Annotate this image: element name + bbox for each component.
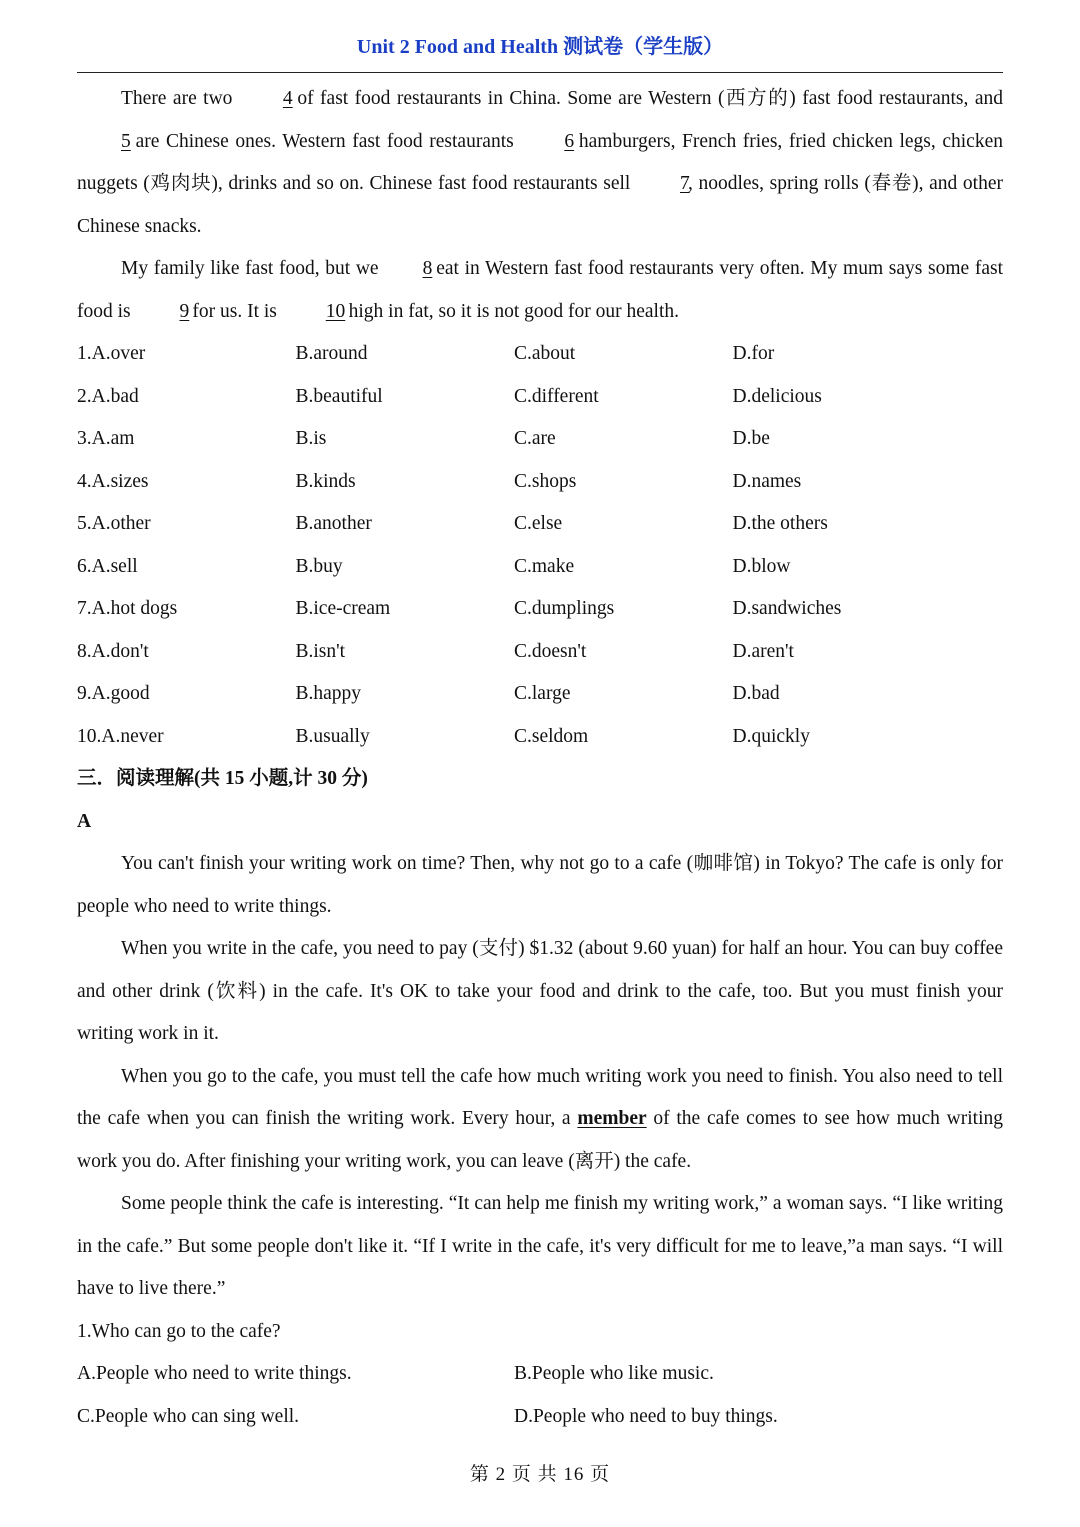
option-row [77,503,1003,546]
text-run: are Chinese ones. Western fast food restaurants [129,130,521,152]
option-d[interactable]: D.delicious [732,385,822,407]
page-footer: 第 2 页 共 16 页 [469,1464,611,1485]
option-b[interactable]: B.another [295,513,372,534]
option-row [77,546,1003,589]
option-d[interactable]: D.bad [732,683,780,704]
option-d[interactable]: D.aren't [732,640,794,662]
option-a[interactable]: 1.A.over [77,343,146,364]
option-d[interactable]: D.quickly [732,725,810,747]
option-a[interactable]: 3.A.am [77,428,135,449]
option-c[interactable]: C.doesn't [514,640,587,662]
passage-paragraph-1 [77,78,1003,248]
passage-paragraph-2 [77,248,1003,333]
passage-a-paragraph-2: When you write in the cafe, you need to pay (支付) $1.32 (about 9.60 yuan) for half an hour. You can buy coffee and other drink (饮料) in the cafe. It's OK to take your food and drink to the cafe, too. But you must finish your writing work in it. [77,938,1003,1044]
option-a[interactable]: 7.A.hot dogs [77,598,178,619]
text-run: of the cafe comes to see how much writing work you do. After finishing your writing work, you can leave (离开) the cafe. [77,1108,1003,1172]
text-run: My family like fast food, but we [121,258,379,279]
option-c[interactable]: C.make [514,555,575,577]
question-1-stem: 1.Who can go to the cafe? [77,1320,281,1342]
option-b[interactable]: B.happy [295,683,362,704]
option-c[interactable]: C.are [514,428,556,449]
option-b[interactable]: B.buy [295,555,343,577]
text-run: of fast food restaurants in China. Some are Western (西方的) fast food restaurants, and [290,88,1003,109]
question-1-options-row [77,1396,1003,1439]
option-a[interactable]: 5.A.other [77,513,151,534]
option-d[interactable]: D.be [732,428,770,449]
option-d[interactable]: D.for [732,343,775,364]
option-row [77,418,1003,461]
option-row [77,673,1003,716]
option-row [77,461,1003,504]
keyword-member: member [577,1108,647,1129]
page-content [77,78,1003,1438]
option-row [77,716,1003,759]
option-b[interactable]: B.kinds [295,470,356,492]
text-run: high in fat, so it is not good for our health. [343,300,680,322]
option-c[interactable]: C.else [514,513,563,534]
option-a[interactable]: 6.A.sell [77,555,138,577]
option-row [77,631,1003,674]
question-1-option-c[interactable]: C.People who can sing well. [77,1405,300,1427]
option-a[interactable]: 9.A.good [77,683,150,704]
passage-a-paragraph-3 [77,1056,1003,1184]
option-c[interactable]: C.dumplings [514,598,615,619]
text-run: When you go to the cafe, you must tell the cafe how much writing work you need to finish. You also need to tell the cafe when you can finish the writing work. Every hour, a [77,1065,1003,1129]
option-c[interactable]: C.about [514,343,576,364]
option-d[interactable]: D.names [732,470,802,492]
passage-a-paragraph-4: Some people think the cafe is interesting. “It can help me finish my writing work,” a woman says. “I like writing in the cafe.” But some people don't like it. “If I write in the cafe, it's very difficult for me to leave,”a man says. “I will have to live there.” [77,1193,1003,1299]
header-divider [77,72,1003,73]
option-d[interactable]: D.blow [732,555,791,577]
question-1-option-d[interactable]: D.People who need to buy things. [514,1405,778,1427]
option-d[interactable]: D.sandwiches [732,598,842,619]
option-c[interactable]: C.seldom [514,725,589,747]
text-run: There are two [121,88,239,109]
blank-6: 6 [564,130,575,152]
question-1-option-b[interactable]: B.People who like music. [514,1363,714,1384]
option-c[interactable]: C.shops [514,470,577,492]
option-d[interactable]: D.the others [732,513,828,534]
question-1-options-row [77,1353,1003,1396]
section-title: 三．阅读理解(共 15 小题,计 30 分) [77,768,368,789]
option-b[interactable]: B.isn't [295,640,346,662]
option-b[interactable]: B.ice-cream [295,598,391,619]
option-row [77,588,1003,631]
blank-9: 9 [179,300,190,322]
text-run: , noodles, spring rolls (春卷), and other Chinese snacks. [77,173,1003,237]
question-1-option-a[interactable]: A.People who need to write things. [77,1363,352,1384]
option-row [77,333,1003,376]
text-run: eat in Western fast food restaurants very often. My mum says some fast food is [77,258,1003,322]
text-run: hamburgers, French fries, fried chicken legs, chicken nuggets (鸡肉块), drinks and so on. Chinese fast food restaurants sell [77,130,1003,194]
option-a[interactable]: 2.A.bad [77,385,139,407]
option-a[interactable]: 8.A.don't [77,640,149,662]
option-a[interactable]: 4.A.sizes [77,470,149,492]
option-b[interactable]: B.usually [295,725,370,747]
option-b[interactable]: B.beautiful [295,385,383,407]
option-b[interactable]: B.around [295,343,368,364]
blank-8: 8 [422,258,433,279]
blank-4: 4 [282,88,293,109]
passage-a-paragraph-1: You can't finish your writing work on time? Then, why not go to a cafe (咖啡馆) in Tokyo? The cafe is only for people who need to write things. [77,853,1003,917]
option-row [77,376,1003,419]
option-a[interactable]: 10.A.never [77,725,164,747]
passage-a-label: A [77,810,92,832]
option-b[interactable]: B.is [295,428,327,449]
blank-5: 5 [121,130,131,152]
blank-10: 10 [325,300,346,322]
option-c[interactable]: C.large [514,683,571,704]
option-c[interactable]: C.different [514,385,599,407]
text-run: for us. It is [187,300,282,322]
page-header-title: Unit 2 Food and Health 测试卷（学生版） [356,36,724,58]
options-list [77,333,1003,758]
blank-7: 7 [679,173,690,194]
